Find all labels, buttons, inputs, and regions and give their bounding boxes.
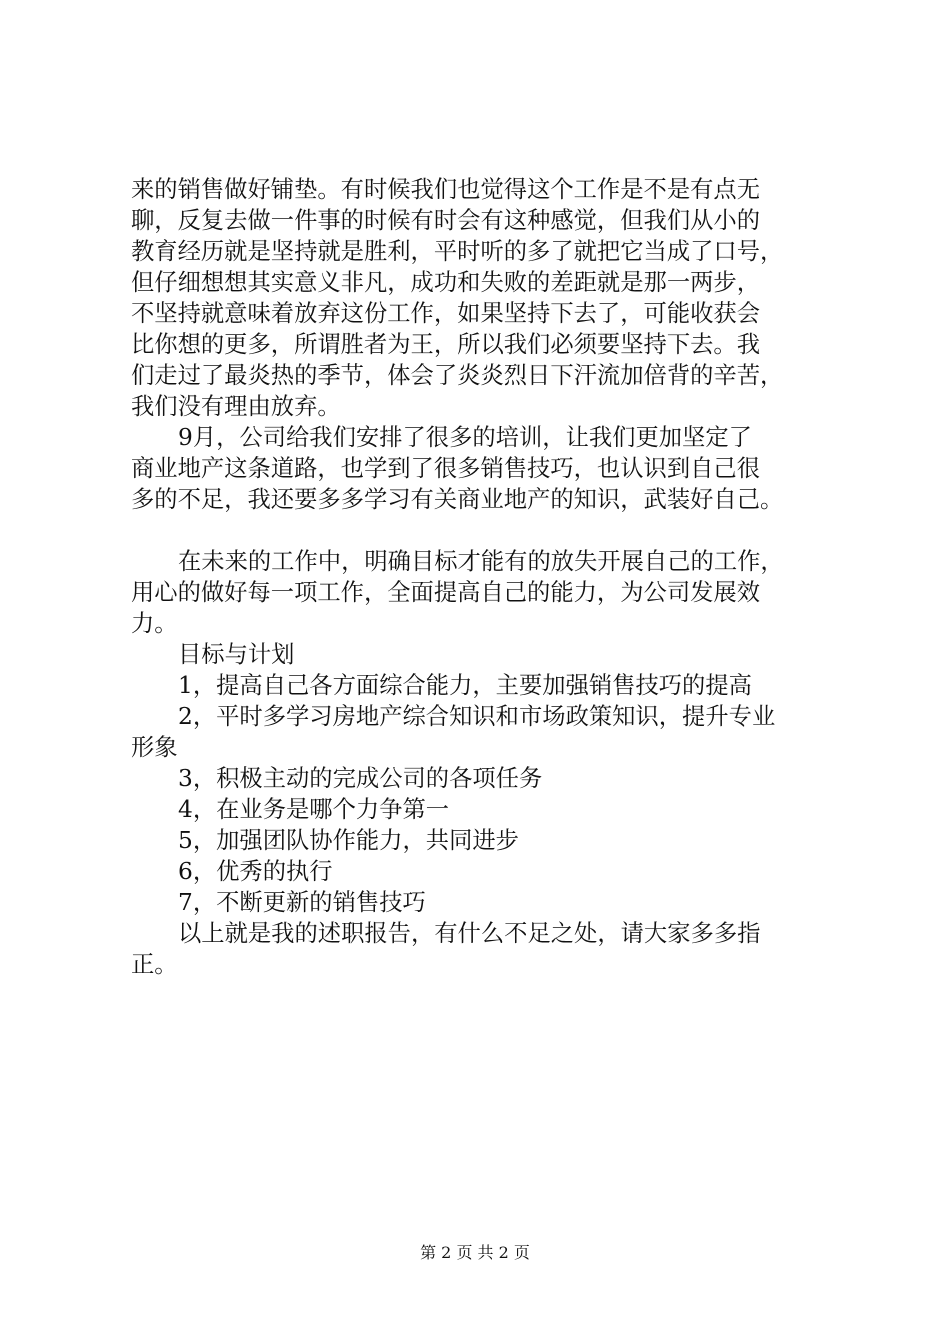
goals-section bbox=[131, 639, 831, 918]
text-line: 我们没有理由放弃。 bbox=[131, 393, 341, 420]
text-line: 9月，公司给我们安排了很多的培训，让我们更加坚定了 bbox=[178, 424, 752, 451]
text-line: 来的销售做好铺垫。有时候我们也觉得这个工作是不是有点无 bbox=[131, 176, 761, 203]
paragraph-1 bbox=[131, 174, 831, 422]
goals-heading: 目标与计划 bbox=[178, 641, 295, 668]
text-line: 教育经历就是坚持就是胜利，平时听的多了就把它当成了口号， bbox=[131, 238, 784, 265]
paragraph-spacer bbox=[131, 515, 831, 546]
text-line: 以上就是我的述职报告，有什么不足之处，请大家多多指 bbox=[178, 920, 761, 947]
page-footer: 第 2 页 共 2 页 bbox=[420, 1243, 530, 1262]
text-line: 比你想的更多，所谓胜者为王，所以我们必须要坚持下去。我 bbox=[131, 331, 761, 358]
text-line: 商业地产这条道路，也学到了很多销售技巧，也认识到自己很 bbox=[131, 455, 761, 482]
text-line: 用心的做好每一项工作，全面提高自己的能力，为公司发展效 bbox=[131, 579, 761, 606]
text-line: 在未来的工作中，明确目标才能有的放失开展自己的工作， bbox=[178, 548, 784, 575]
goal-item: 2，平时多学习房地产综合知识和市场政策知识，提升专业 bbox=[178, 703, 776, 730]
text-line: 不坚持就意味着放弃这份工作，如果坚持下去了，可能收获会 bbox=[131, 300, 761, 327]
text-line: 聊，反复去做一件事的时候有时会有这种感觉，但我们从小的 bbox=[131, 207, 761, 234]
text-line: 力。 bbox=[131, 610, 178, 637]
text-line: 但仔细想想其实意义非凡，成功和失败的差距就是那一两步， bbox=[131, 269, 761, 296]
text-line: 多的不足，我还要多多学习有关商业地产的知识，武装好自己。 bbox=[131, 486, 784, 513]
goal-item: 1，提高自己各方面综合能力，主要加强销售技巧的提高 bbox=[178, 672, 752, 699]
paragraph-3 bbox=[131, 546, 831, 639]
goal-item: 4，在业务是哪个力争第一 bbox=[178, 796, 450, 823]
text-line: 正。 bbox=[131, 951, 178, 978]
goal-item: 3，积极主动的完成公司的各项任务 bbox=[178, 765, 543, 792]
document-body bbox=[131, 174, 831, 980]
text-line: 们走过了最炎热的季节，体会了炎炎烈日下汗流加倍背的辛苦， bbox=[131, 362, 784, 389]
goal-item: 7，不断更新的销售技巧 bbox=[178, 889, 426, 916]
closing-paragraph bbox=[131, 918, 831, 980]
goal-item: 5，加强团队协作能力，共同进步 bbox=[178, 827, 519, 854]
goal-item-continuation: 形象 bbox=[131, 734, 178, 761]
goal-item: 6，优秀的执行 bbox=[178, 858, 333, 885]
paragraph-2 bbox=[131, 422, 831, 515]
